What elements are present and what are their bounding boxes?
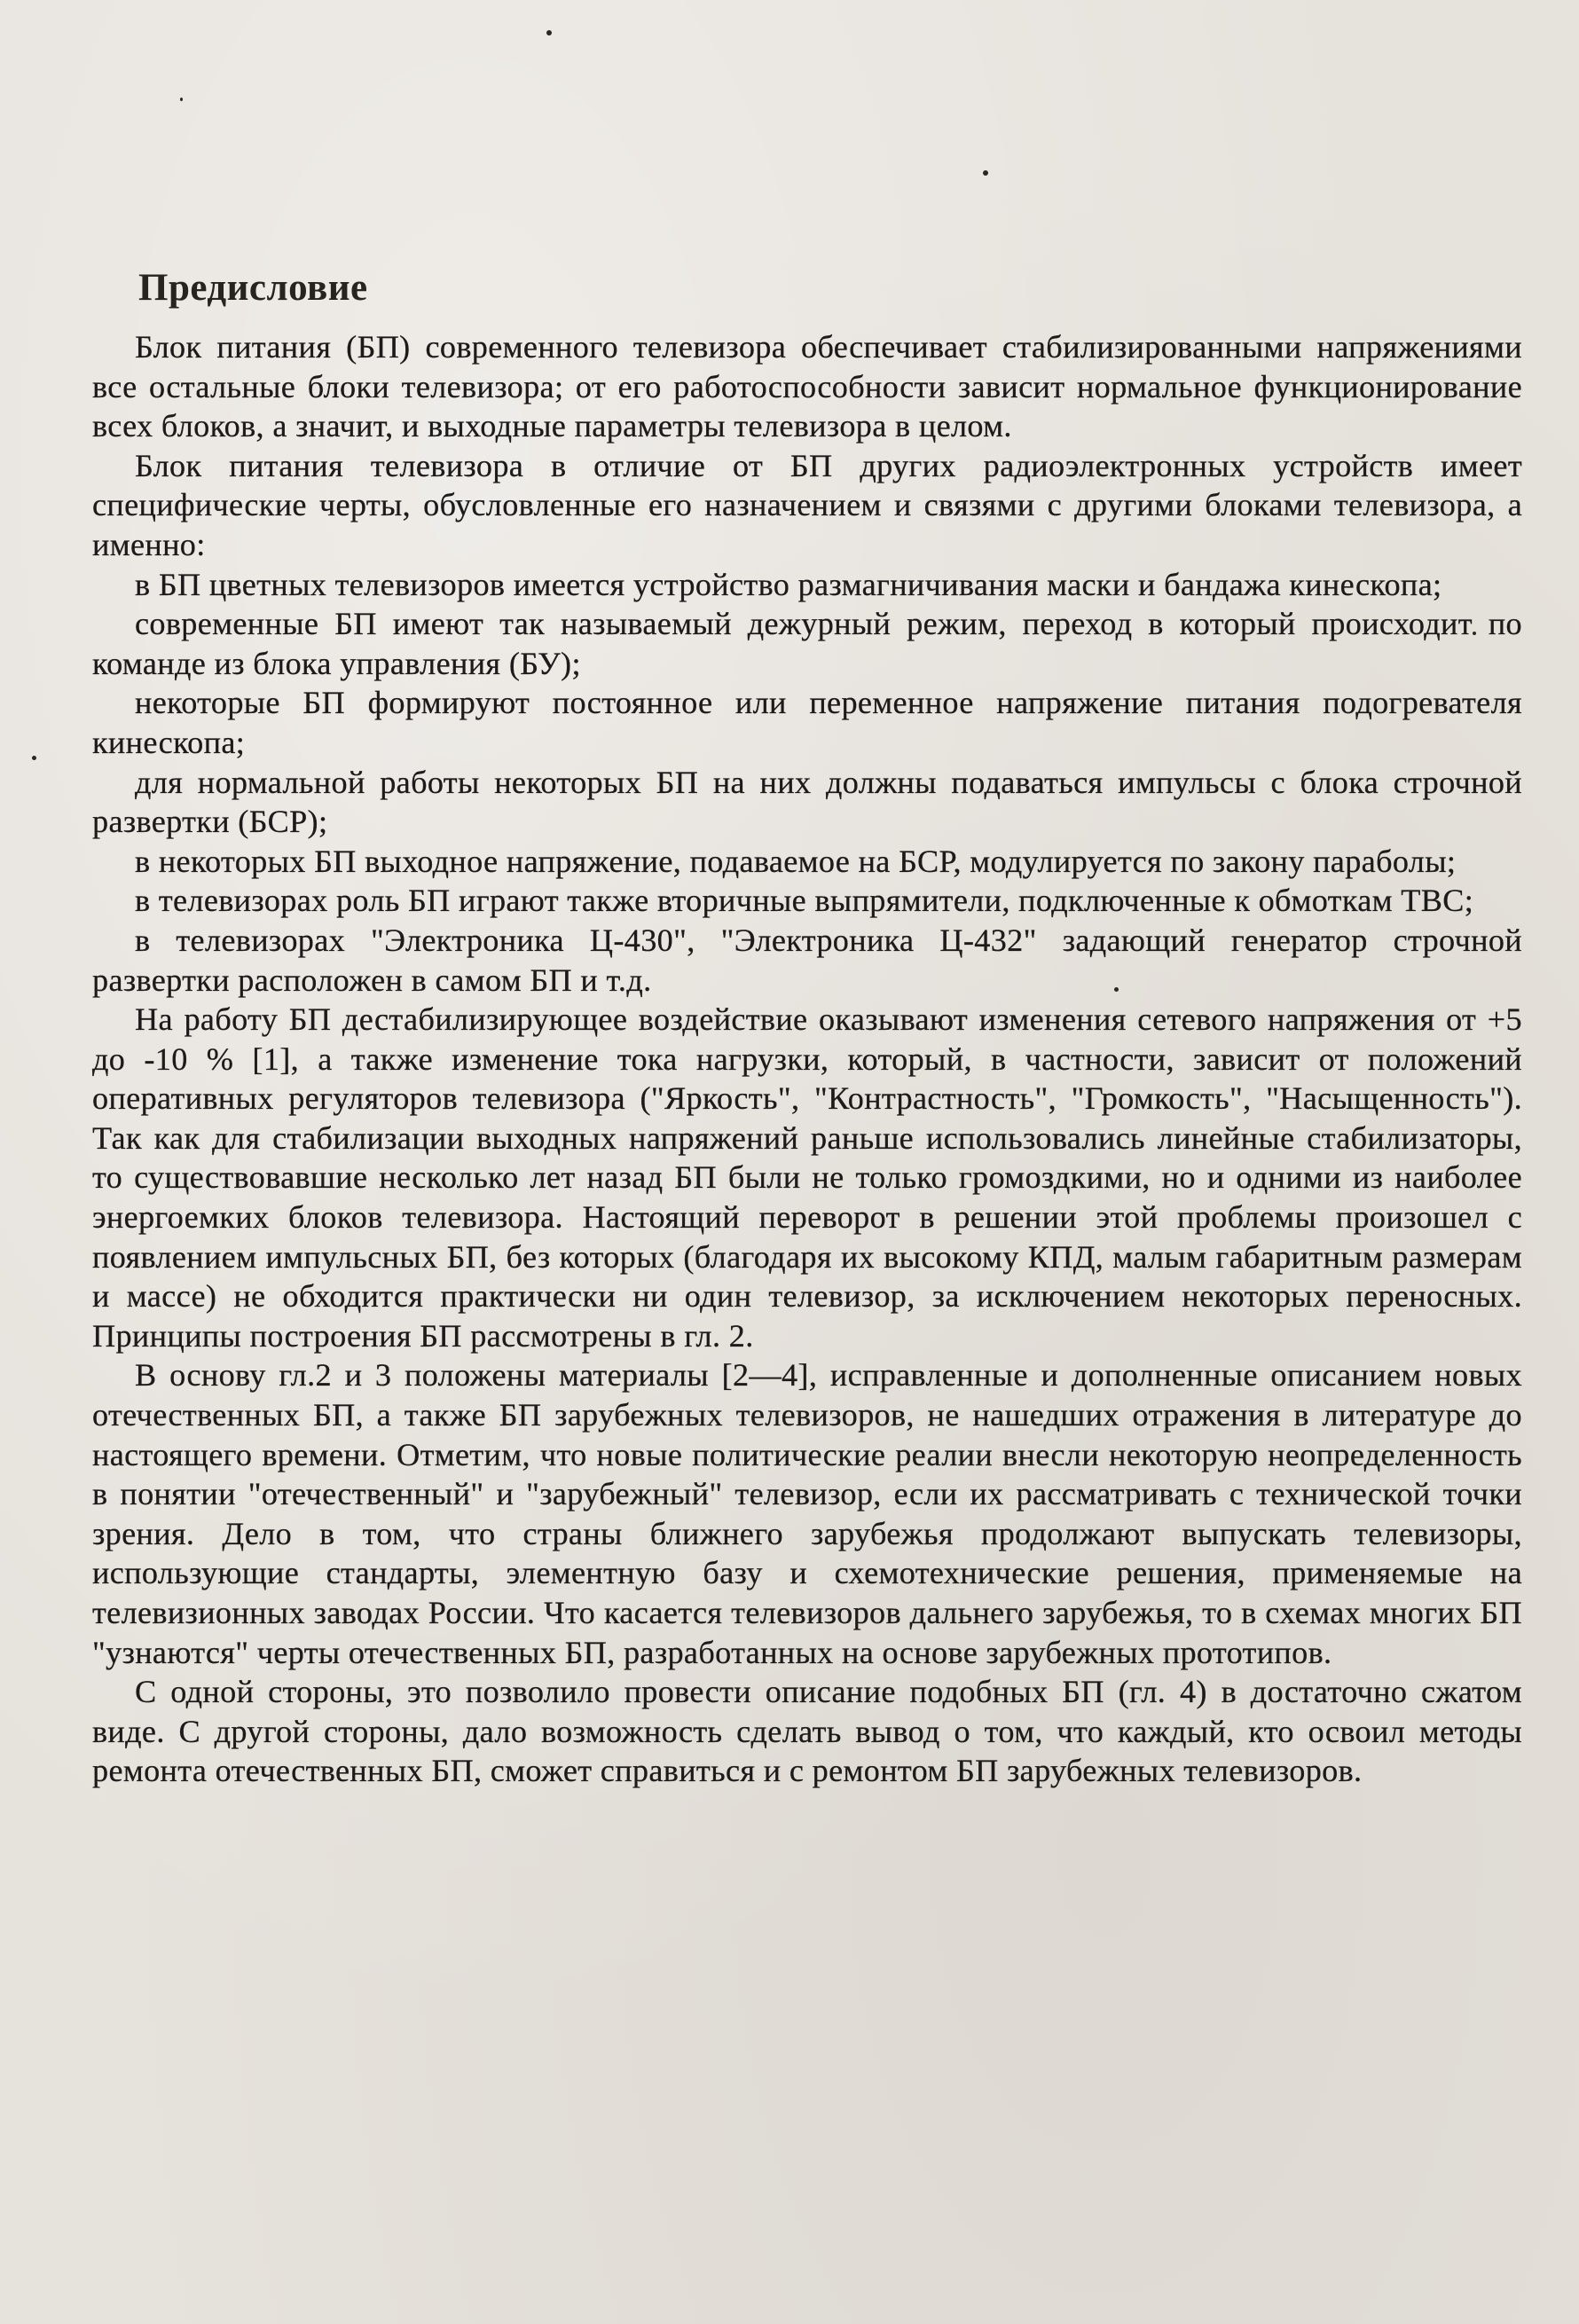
document-body	[92, 266, 1522, 1791]
print-speck	[546, 30, 552, 35]
page-title: Предисловие	[138, 267, 368, 309]
list-item: современные БП имеют так называемый дежурный режим, переход в который происходит по команде из блока управления (БУ);	[92, 606, 1522, 681]
paragraph: С одной стороны, это позволило провести описание подобных БП (гл. 4) в достаточно сжатом виде. С другой стороны, дало возможность сделать вывод о том, что каждый, кто освоил методы ремонта отечественных БП, сможет справиться и с ремонтом БП зарубежных телевизоров.	[92, 1674, 1522, 1789]
print-speck	[983, 170, 988, 176]
list-item: в БП цветных телевизоров имеется устройство размагничивания маски и бандажа кинескопа;	[135, 566, 1442, 602]
list-item: в некоторых БП выходное напряжение, подаваемое на БСР, модулируется по закону параболы;	[135, 843, 1457, 879]
print-speck	[32, 756, 36, 760]
list-item: для нормальной работы некоторых БП на них должны подаваться импульсы с блока строчной развертки (БСР);	[92, 764, 1522, 840]
list-item: в телевизорах "Электроника Ц-430", "Электроника Ц-432" задающий генератор строчной развертки расположен в самом БП и т.д.	[92, 922, 1522, 998]
paragraph: Блок питания телевизора в отличие от БП других радиоэлектронных устройств имеет специфические черты, обусловленные его назначением и связями с другими блоками телевизора, а именно:	[92, 447, 1522, 562]
list-item: некоторые БП формируют постоянное или переменное напряжение питания подогревателя кинескопа;	[92, 685, 1522, 760]
list-item: в телевизорах роль БП играют также вторичные выпрямители, подключенные к обмоткам ТВС;	[135, 883, 1474, 919]
paragraph: На работу БП дестабилизирующее воздействие оказывают изменения сетевого напряжения от +5 до -10 % [1], а также изменение тока нагрузки, который, в частности, зависит от положений оперативных регуляторов телевизора ("Яркость", "Контрастность", "Громкость", "Насыщенность"). Так как для стабилизации выходных напряжений раньше использовались линейные стабилизаторы, то существовавшие несколько лет назад БП были не только громоздкими, но и одними из наиболее энергоемких блоков телевизора. Настоящий переворот в решении этой проблемы произошел с появлением импульсных БП, без которых (благодаря их высокому КПД, малым габаритным размерам и массе) не обходится практически ни один телевизор, за исключением некоторых переносных. Принципы построения БП рассмотрены в гл. 2.	[92, 1001, 1522, 1354]
paragraph: Блок питания (БП) современного телевизора обеспечивает стабилизированными напряжениями все остальные блоки телевизора; от его работоспособности зависит нормальное функционирование всех блоков, а значит, и выходные параметры телевизора в целом.	[92, 329, 1522, 444]
print-speck	[180, 98, 183, 101]
paragraph: В основу гл.2 и 3 положены материалы [2—4], исправленные и дополненные описанием новых отечественных БП, а также БП зарубежных телевизоров, не нашедших отражения в литературе до настоящего времени. Отметим, что новые политические реалии внесли некоторую неопределенность в понятии "отечественный" и "зарубежный" телевизор, если их рассматривать с технической точки зрения. Дело в том, что страны ближнего зарубежья продолжают выпускать телевизоры, использующие стандарты, элементную базу и схемотехнические решения, применяемые на телевизионных заводах России. Что касается телевизоров дальнего зарубежья, то в схемах многих БП "узнаются" черты отечественных БП, разработанных на основе зарубежных прототипов.	[92, 1357, 1522, 1670]
